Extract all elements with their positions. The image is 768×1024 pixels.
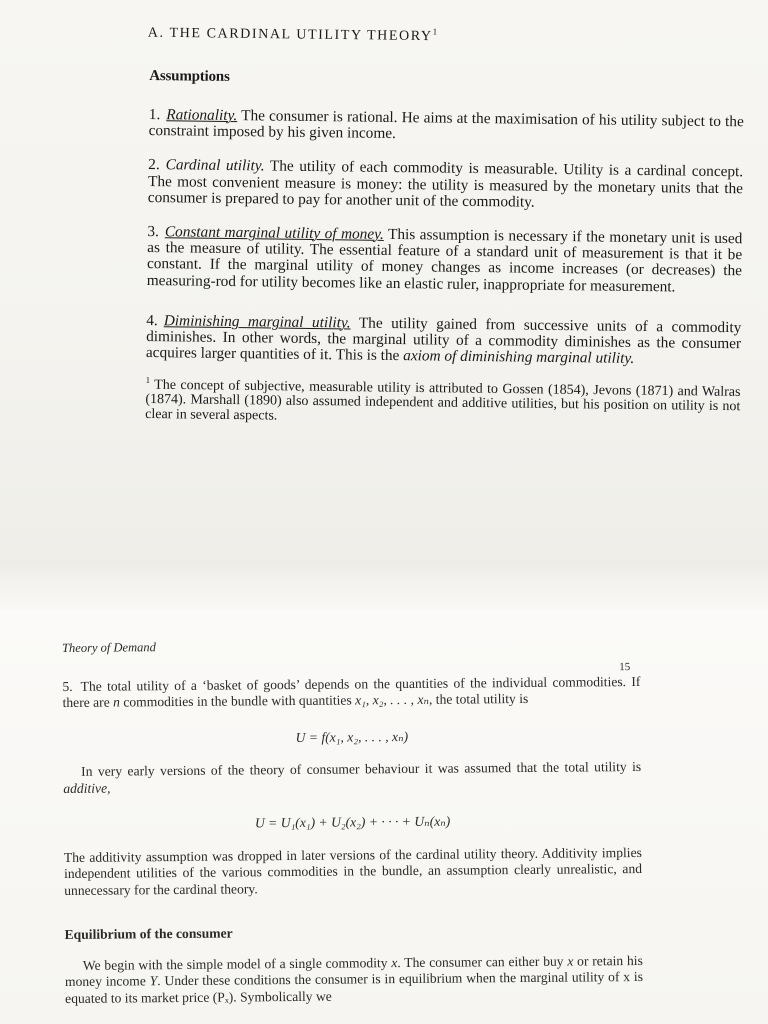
assumption-item-3 (147, 224, 743, 296)
item-text: the total utility is (432, 690, 529, 707)
bottom-page (0, 610, 768, 1024)
item-text: The utility of each commodity is measurable. Utility is a cardinal concept. The most convenient measure is money: the utility is measured by the monetary units that the consumer is prepared to pay for another unit of the commodity. (147, 157, 744, 211)
item-term: Constant marginal utility of money. (164, 223, 385, 243)
equilibrium-heading: Equilibrium of the consumer (64, 925, 233, 942)
paragraph-text: . Under these conditions the consumer is in equilibrium when the marginal utility of x is equated to its market price (Pₓ). Symbolically we (65, 968, 644, 1006)
paragraph-text: . The consumer can either buy (397, 953, 568, 970)
item-text-italic: axiom of diminishing marginal utility. (403, 347, 635, 368)
item-term: Cardinal utility. (165, 156, 265, 175)
running-head: Theory of Demand (62, 640, 156, 655)
equation-total-utility: U = f(x₁, x₂, . . . , xₙ) (295, 728, 409, 745)
footnote-text: The concept of subjective, measurable utility is attributed to Gossen (1854), Jevons (1871) and Walras (1874). Marshall (1890) also assumed independent and additive utilities, but his position on utility is not clear in several aspects. (145, 377, 741, 424)
section-title (148, 20, 745, 49)
assumption-item-4 (146, 313, 742, 369)
item-number: 2. (148, 156, 160, 174)
item-text: The total utility of a ‘basket of goods’ depends on the quantities of the individual commodities. If there are (62, 673, 641, 710)
item-number: 5. (62, 678, 73, 694)
item-number: 1. (148, 106, 161, 124)
item-number: 4. (146, 311, 158, 330)
top-page-content (145, 20, 745, 444)
item-vars: x₁, x₂, . . . , xₙ, (355, 691, 433, 708)
assumptions-heading: Assumptions (149, 67, 230, 85)
paragraph-additivity-dropped: The additivity assumption was dropped in later versions of the cardinal utility theory. Additivity implies independent utilities of the various commodities in the bundle, an assumption clearly unrealistic, and unnecessary for the cardinal theory. (63, 844, 643, 898)
paragraph-text: In very early versions of the theory of consumer behaviour it was assumed that the total utility is (81, 758, 642, 779)
paragraph-var: x (391, 954, 398, 970)
page-gap (0, 560, 768, 610)
item-term: Rationality. (166, 106, 238, 125)
assumption-item-5 (62, 673, 640, 711)
item-term: Diminishing marginal utility. (163, 312, 351, 332)
item-number: 3. (147, 223, 160, 241)
item-text: This assumption is necessary if the monetary unit is used as the measure of utility. The essential feature of a standard unit of measurement is that it be constant. If the marginal utility of money changes as income increases (or decreases) the measuring-rod for utility becomes like an elastic ruler, inappropriate for measurement. (146, 225, 743, 296)
paragraph-additive (63, 759, 641, 797)
item-text: The consumer is rational. He aims at the maximisation of his utility subject to the constraint imposed by his given income. (148, 107, 744, 143)
footnote-marker: 1 (145, 374, 151, 385)
item-var-n: n (113, 694, 120, 710)
bottom-page-content (62, 635, 643, 1007)
section-title-footnote-marker: 1 (432, 26, 439, 37)
footnote (145, 372, 741, 429)
paragraph-equilibrium (65, 952, 643, 1007)
item-text: The utility gained from successive units of a commodity diminishes. In other words, the marginal utility of a commodity diminishes as the consumer acquires larger quantities of it. This is the (145, 314, 742, 365)
paragraph-var: Y (149, 973, 158, 989)
assumption-item-1 (149, 107, 744, 147)
paragraph-var: x (567, 953, 574, 969)
paragraph-text: or retain his money income (64, 952, 643, 989)
equation-additive-utility: U = U₁(x₁) + U₂(x₂) + · · · + Uₙ(xₙ) (254, 813, 451, 831)
item-text: commodities in the bundle with quantities (119, 692, 356, 710)
assumption-item-2 (148, 157, 744, 213)
paragraph-text-italic: additive, (63, 780, 111, 796)
page-number: 15 (619, 661, 631, 674)
section-title-text: A. THE CARDINAL UTILITY THEORY (147, 25, 433, 45)
paragraph-text: We begin with the simple model of a single commodity (82, 954, 392, 973)
